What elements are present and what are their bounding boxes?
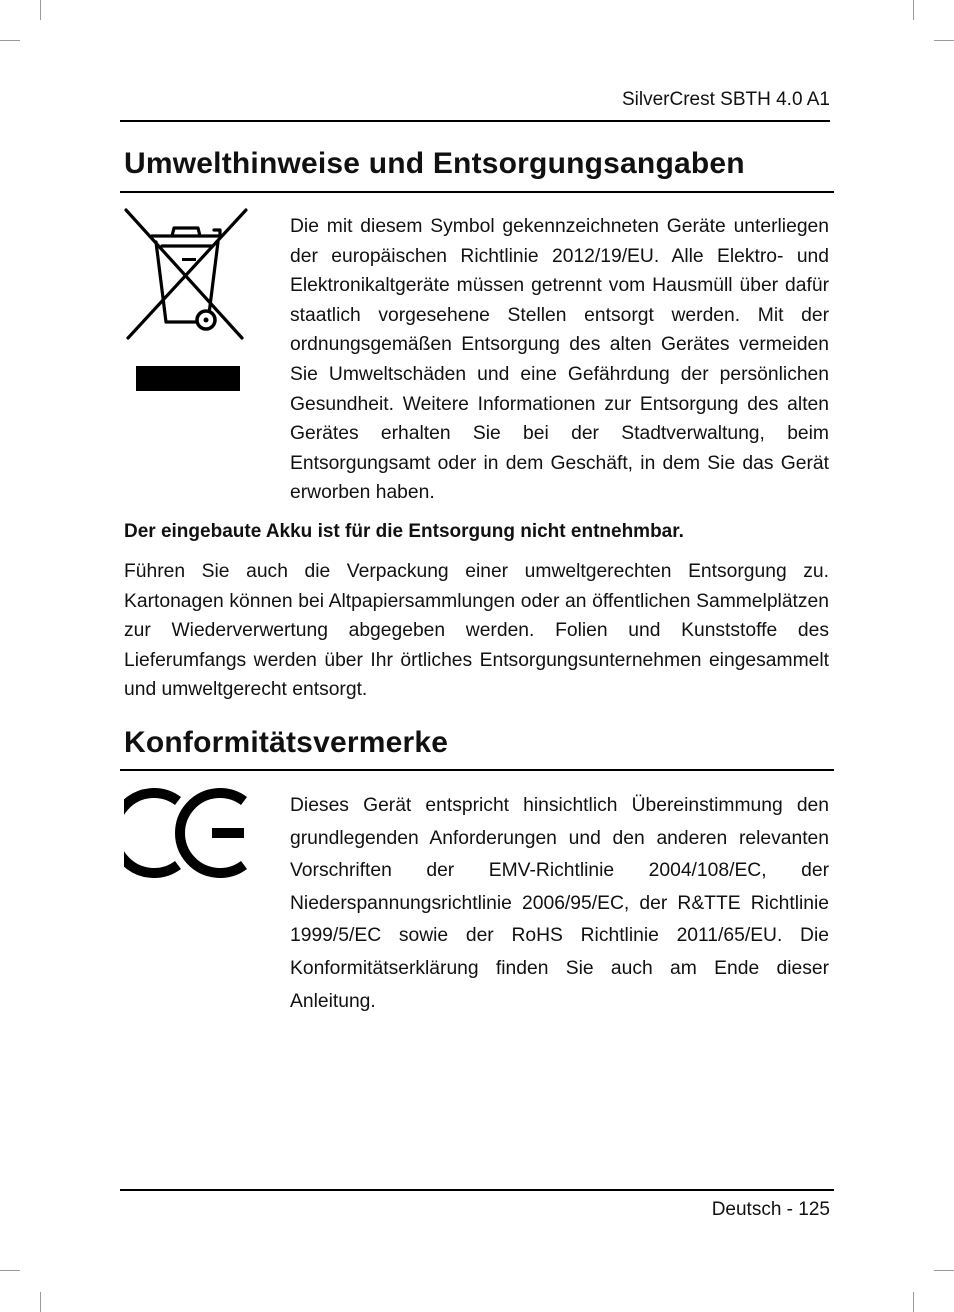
running-header: SilverCrest SBTH 4.0 A1 bbox=[621, 89, 830, 110]
crossed-out-wheelie-bin-icon bbox=[122, 208, 248, 394]
section-title-disposal: Umwelthinweise und Entsorgungsangaben bbox=[124, 147, 745, 180]
section-rule bbox=[120, 769, 834, 771]
crop-mark bbox=[0, 40, 20, 41]
section-rule bbox=[120, 191, 834, 193]
section-title-conformity: Konformitätsvermerke bbox=[124, 726, 449, 759]
disposal-paragraph: Die mit diesem Symbol gekennzeichneten Geräte unterliegen der europäischen Richtlinie 2012/19/EU. Alle Elektro- und Elektronikaltgeräte müssen getrennt vom Hausmüll über dafür staatlich vorgesehene Stellen entsorgt werden. Mit der ordnungsgemäßen Entsorgung des alten Gerätes vermeiden Sie Umweltschäden und eine Gefährdung der persönlichen Gesundheit. Weitere Informationen zur Entsorgung des alten Gerätes erhalten Sie bei der Stadtverwaltung, beim Entsorgungsamt oder in dem Geschäft, in dem Sie das Gerät erworben haben. bbox=[290, 216, 829, 504]
page-number: Deutsch - 125 bbox=[711, 1199, 830, 1220]
crop-mark bbox=[913, 0, 914, 20]
battery-note: Der eingebaute Akku ist für die Entsorgung nicht entnehmbar. bbox=[124, 521, 684, 542]
crop-mark bbox=[40, 1292, 41, 1312]
crop-mark bbox=[934, 1270, 954, 1271]
packaging-paragraph: Führen Sie auch die Verpackung einer umweltgerechten Entsorgung zu. Kartonagen können bei Altpapiersammlungen oder an öffentlichen Sammelplätzen zur Wiederverwertung abgegeben werden. Folien und Kunststoffe des Lieferumfangs werden über Ihr örtliches Entsorgungsunternehmen eingesammelt und umweltgerecht entsorgt. bbox=[124, 561, 829, 701]
ce-mark-icon bbox=[124, 788, 250, 878]
footer-rule bbox=[120, 1189, 834, 1191]
crop-mark bbox=[934, 40, 954, 41]
header-rule bbox=[120, 120, 830, 122]
crop-mark bbox=[0, 1270, 20, 1271]
crop-mark bbox=[913, 1292, 914, 1312]
crop-mark bbox=[40, 0, 41, 20]
conformity-paragraph: Dieses Gerät entspricht hinsichtlich Übereinstimmung den grundlegenden Anforderungen und den anderen relevanten Vorschriften der EMV-Richtlinie 2004/108/EC, der Niederspannungsrichtlinie 2006/95/EC, der R&TTE Richtlinie 1999/5/EC sowie der RoHS Richtlinie 2011/65/EU. Die Konformitätserklärung finden Sie auch am Ende dieser Anleitung. bbox=[290, 795, 829, 1012]
